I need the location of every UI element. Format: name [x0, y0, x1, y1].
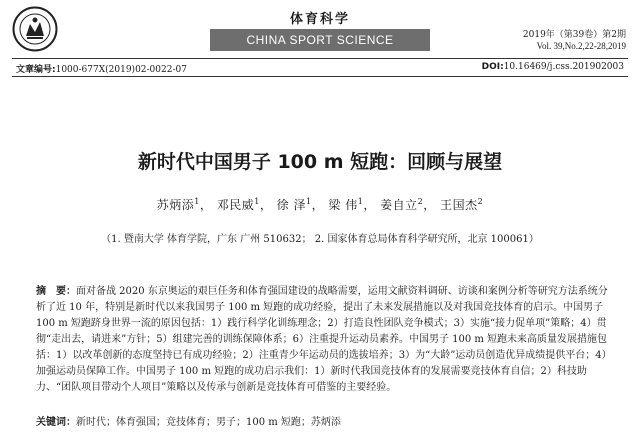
author-name: 邓民威 — [216, 198, 255, 212]
header-divider — [12, 58, 628, 59]
affiliations: （1. 暨南大学 体育学院，广东 广州 510632； 2. 国家体育总局体育科学研究所，北京 100061） — [101, 234, 539, 245]
article-number — [16, 62, 187, 75]
author-affil-mark: 1 — [254, 197, 260, 206]
author-name: 苏炳添 — [156, 198, 195, 212]
author-affil-mark: 1 — [194, 197, 200, 206]
author-name: 王国杰 — [440, 198, 478, 212]
doi-value: 10.16469/j.css.201902003 — [503, 62, 624, 72]
article-number-value: 1000-677X(2019)02-0022-07 — [55, 65, 187, 75]
abstract — [36, 284, 616, 396]
author-name: 徐 泽 — [276, 198, 306, 212]
author-affil-mark: 2 — [477, 197, 484, 206]
abstract-text: 面对备战 2020 东京奥运的艰巨任务和体育强国建设的战略需要，运用文献资料调研、访谈和案例分析等研究方法系统分析了近 10 年，特别是新时代以来我国男子 100 m 短跑的成功经验，提出了未来发展措施以及对我国竞技体育的启示。中国男子 100 m 短跑跻身世界一流的原因包括：1）践行科学化训练理念；2）打造良性团队竞争模式；3）实施“接力促单项”策略；4）贯彻“走出去，请进来”方针；5）组建完善的训练保障体系；6）注重提升运动员素养。中国男子 100 m 短跑未来高质量发展措施包括：1）以改革创新的态度坚持已有成功经验；2）注重青少年运动员的选拔培养；3）为“大龄”运动员创造优异成绩提供平台；4）加强运动员保障工作。中国男子 100 m 短跑的成功启示我们：1）新时代我国竞技体育的发展需要竞技体育自信；2）科技助力、“团队项目带动个人项目”策略以及传承与创新是竞技体育可借鉴的主要经验。 — [36, 286, 612, 393]
author-affil-mark: 2 — [417, 197, 424, 206]
meta-divider — [12, 76, 628, 77]
paper-title: 新时代中国男子 100 m 短跑：回顾与展望 — [137, 151, 503, 173]
doi-label: DOI: — [481, 62, 504, 72]
keywords — [36, 413, 616, 428]
abstract-label: 摘 要： — [36, 286, 76, 297]
author-affil-mark: 1 — [305, 197, 312, 206]
journal-title-en: CHINA SPORT SCIENCE — [210, 29, 430, 51]
author-name: 梁 伟 — [328, 198, 358, 212]
author-affil-mark: 1 — [357, 197, 364, 206]
article-number-label: 文章编号: — [16, 65, 56, 75]
journal-title-cn: 体育科学 — [289, 12, 350, 27]
issue-info: 2019年（第39卷）第2期 — [522, 30, 626, 40]
doi — [482, 62, 624, 72]
author-list: 苏炳添$^1$， 邓民威$^1$， 徐 泽$^1$， 梁 伟$^1$， 姜自立$^2$， 王国杰$^2$ — [156, 197, 484, 212]
volume-info: Vol. 39,No.2,22-28,2019 — [536, 41, 626, 51]
keywords-text: 新时代；体育强国；竞技体育；男子；100 m 短跑；苏炳添 — [76, 417, 341, 428]
keywords-label: 关键词： — [36, 417, 76, 428]
author-name: 姜自立 — [380, 198, 418, 212]
